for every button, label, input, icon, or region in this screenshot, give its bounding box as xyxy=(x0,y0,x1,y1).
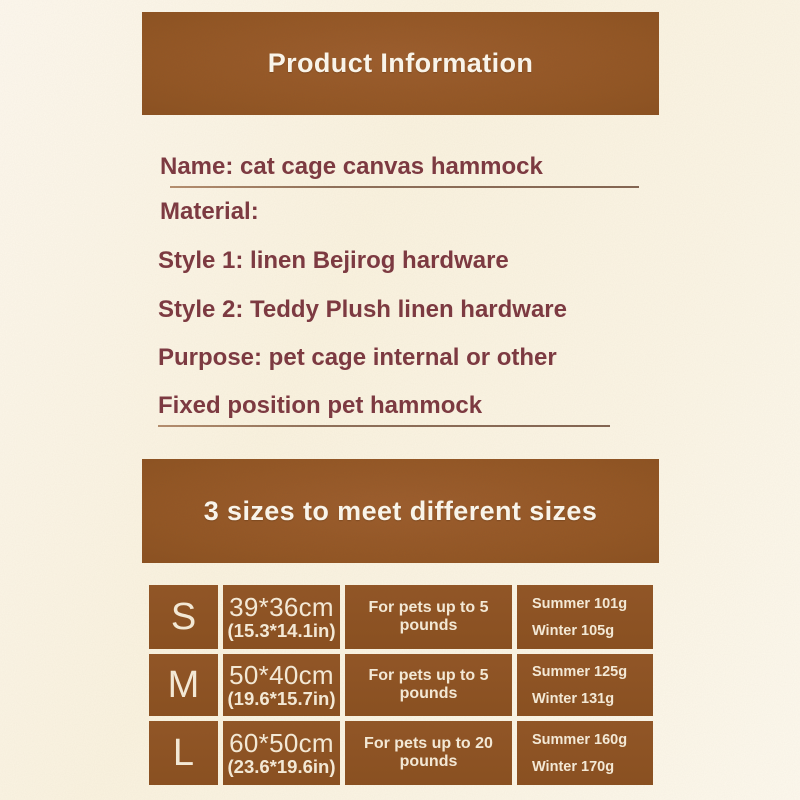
product-info-title: Product Information xyxy=(267,48,534,78)
weight-cell-s xyxy=(517,585,653,649)
size-cell-l: L xyxy=(149,721,218,785)
weight-cell-m xyxy=(517,654,653,716)
divider-under-details xyxy=(158,425,610,427)
capacity-cell-s: For pets up to 5 pounds xyxy=(345,585,512,649)
capacity-cell-m: For pets up to 5 pounds xyxy=(345,654,512,716)
detail-line-style1: Style 1: linen Bejirog hardware xyxy=(158,247,509,274)
winter-weight: Winter 131g xyxy=(532,690,615,707)
sizes-banner xyxy=(142,459,659,563)
dimensions-cm: 60*50cm xyxy=(229,727,334,758)
detail-line-material: Material: xyxy=(160,198,259,225)
dimensions-cell-m xyxy=(223,654,340,716)
detail-line-fixed-position: Fixed position pet hammock xyxy=(158,392,483,419)
dimensions-in: (19.6*15.7in) xyxy=(227,687,336,709)
detail-line-style2: Style 2: Teddy Plush linen hardware xyxy=(158,296,567,323)
dimensions-cell-s xyxy=(223,585,340,649)
divider-under-name xyxy=(170,186,639,188)
weight-cell-l xyxy=(517,721,653,785)
size-table xyxy=(149,585,653,785)
dimensions-cell-l xyxy=(223,721,340,785)
winter-weight: Winter 170g xyxy=(532,758,615,775)
winter-weight: Winter 105g xyxy=(532,622,615,639)
detail-line-purpose: Purpose: pet cage internal or other xyxy=(158,344,557,371)
size-cell-s: S xyxy=(149,585,218,649)
summer-weight: Summer 125g xyxy=(532,663,628,680)
detail-line-name: Name: cat cage canvas hammock xyxy=(160,153,543,180)
dimensions-in: (23.6*19.6in) xyxy=(227,755,336,777)
dimensions-in: (15.3*14.1in) xyxy=(227,619,336,641)
size-cell-m: M xyxy=(149,654,218,716)
product-info-banner xyxy=(142,12,659,115)
sizes-banner-title: 3 sizes to meet different sizes xyxy=(203,495,598,526)
capacity-cell-l: For pets up to 20 pounds xyxy=(345,721,512,785)
summer-weight: Summer 101g xyxy=(532,595,628,612)
summer-weight: Summer 160g xyxy=(532,731,628,748)
dimensions-cm: 39*36cm xyxy=(229,591,334,622)
dimensions-cm: 50*40cm xyxy=(229,659,334,690)
